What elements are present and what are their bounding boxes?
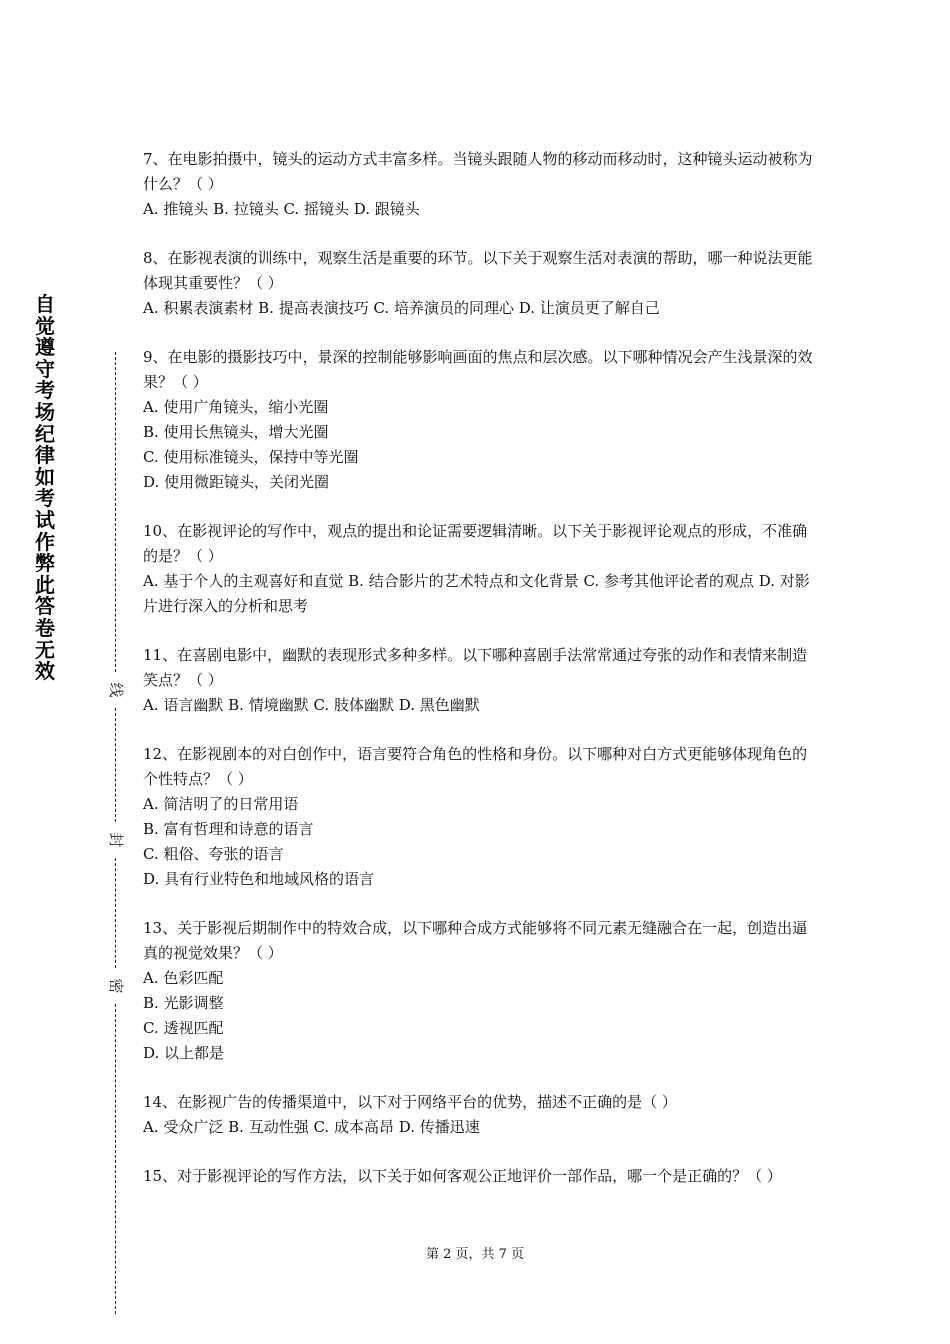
answer-option-line: D. 具有行业特色和地域风格的语言	[143, 870, 375, 888]
answer-option-line: A. 积累表演素材 B. 提高表演技巧 C. 培养演员的同理心 D. 让演员更了解自己	[143, 299, 660, 317]
question-stem: 12、在影视剧本的对白创作中，语言要符合角色的性格和身份。以下哪种对白方式更能够体现角色的个性特点？（ ）	[143, 745, 808, 788]
answer-option-line: C. 透视匹配	[143, 1019, 224, 1037]
binding-line-segment	[115, 1004, 116, 1314]
answer-option-line: C. 粗俗、夸张的语言	[143, 845, 284, 863]
question-item	[143, 246, 815, 321]
question-list	[143, 147, 815, 1213]
question-stem: 7、在电影拍摄中，镜头的运动方式丰富多样。当镜头跟随人物的移动而移动时，这种镜头运动被称为什么？（ ）	[143, 150, 813, 193]
binding-mark-seal: 封	[107, 832, 125, 848]
binding-mark-line: 线	[107, 682, 125, 698]
answer-option-line: D. 使用微距镜头，关闭光圈	[143, 473, 330, 491]
question-stem: 13、关于影视后期制作中的特效合成，以下哪种合成方式能够将不同元素无缝融合在一起，创造出逼真的视觉效果？（ ）	[143, 919, 808, 962]
question-item	[143, 742, 815, 892]
question-stem: 14、在影视广告的传播渠道中，以下对于网络平台的优势，描述不正确的是（ ）	[143, 1093, 677, 1111]
binding-line-segment	[115, 708, 116, 822]
question-item	[143, 345, 815, 495]
question-item	[143, 916, 815, 1066]
exam-discipline-warning: 自觉遵守考场纪律如考试作弊此答卷无效	[35, 292, 55, 684]
question-item	[143, 519, 815, 619]
answer-option-line: A. 简洁明了的日常用语	[143, 795, 299, 813]
answer-option-line: B. 光影调整	[143, 994, 224, 1012]
answer-option-line: B. 富有哲理和诗意的语言	[143, 820, 314, 838]
question-item	[143, 1090, 815, 1140]
answer-option-line: A. 语言幽默 B. 情境幽默 C. 肢体幽默 D. 黑色幽默	[143, 696, 480, 714]
question-stem: 9、在电影的摄影技巧中，景深的控制能够影响画面的焦点和层次感。以下哪种情况会产生浅景深的效果？（ ）	[143, 348, 813, 391]
binding-line-segment	[115, 858, 116, 968]
question-item	[143, 147, 815, 222]
page-number: 第 2 页，共 7 页	[425, 1247, 525, 1262]
answer-option-line: A. 推镜头 B. 拉镜头 C. 摇镜头 D. 跟镜头	[143, 200, 420, 218]
question-stem: 11、在喜剧电影中，幽默的表现形式多种多样。以下哪种喜剧手法常常通过夸张的动作和表情来制造笑点？（ ）	[143, 646, 808, 689]
question-item	[143, 1164, 815, 1189]
question-item	[143, 643, 815, 718]
question-stem: 10、在影视评论的写作中，观点的提出和论证需要逻辑清晰。以下关于影视评论观点的形成，不准确的是？（ ）	[143, 522, 808, 565]
answer-option-line: A. 受众广泛 B. 互动性强 C. 成本高昂 D. 传播迅速	[143, 1118, 480, 1136]
binding-line-segment	[115, 352, 116, 672]
answer-option-line: B. 使用长焦镜头，增大光圈	[143, 423, 329, 441]
answer-option-line: D. 以上都是	[143, 1044, 225, 1062]
question-stem: 8、在影视表演的训练中，观察生活是重要的环节。以下关于观察生活对表演的帮助，哪一种说法更能体现其重要性？（ ）	[143, 249, 813, 292]
answer-option-line: C. 使用标准镜头，保持中等光圈	[143, 448, 359, 466]
question-stem: 15、对于影视评论的写作方法，以下关于如何客观公正地评价一部作品，哪一个是正确的？（ ）	[143, 1167, 782, 1185]
binding-mark-secret: 密	[107, 978, 125, 994]
answer-option-line: A. 使用广角镜头，缩小光圈	[143, 398, 329, 416]
answer-option-line: A. 色彩匹配	[143, 969, 224, 987]
answer-option-line: A. 基于个人的主观喜好和直觉 B. 结合影片的艺术特点和文化背景 C. 参考其他评论者的观点 D. 对影片进行深入的分析和思考	[143, 572, 810, 615]
